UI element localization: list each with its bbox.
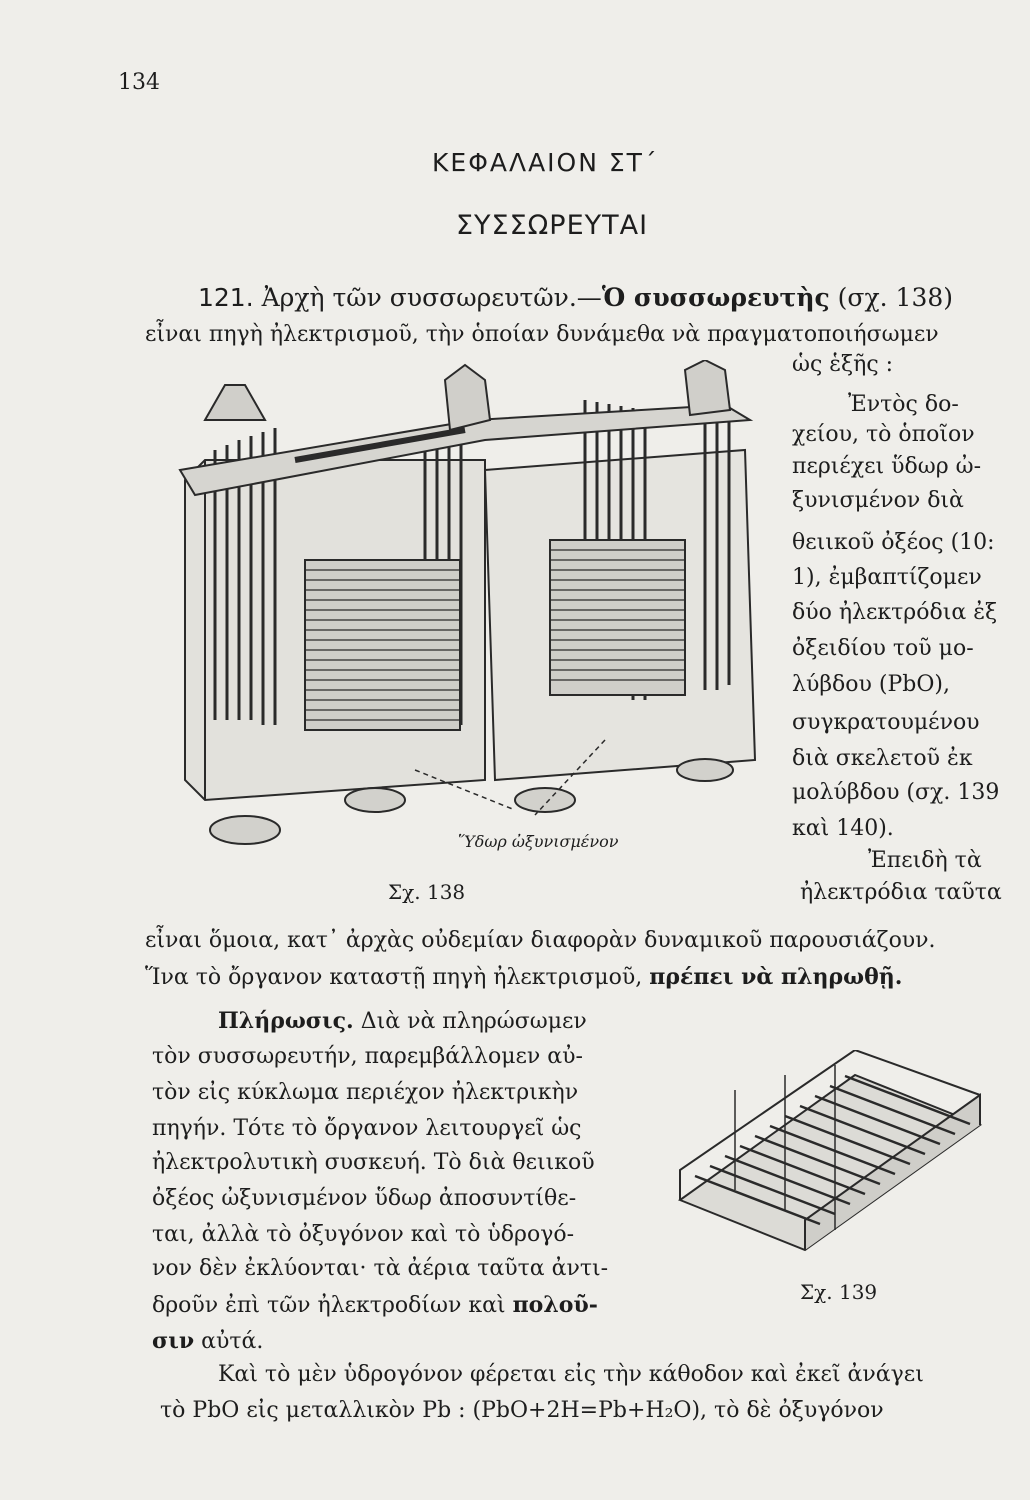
body-line (145, 964, 902, 990)
paragraph-line: ὀξέος ὠξυνισμένον ὕδωρ ἀποσυντίθε- (152, 1186, 577, 1211)
side-text-line: ξυνισμένον διὰ (792, 488, 964, 513)
body-line: εἶναι ὅμοια, κατ᾽ ἀρχὰς οὐδεμίαν διαφορὰν δυναμικοῦ παρουσιάζουν. (145, 928, 936, 953)
side-text-line: ὡς ἑξῆς : (792, 352, 894, 377)
section-title: Ἀρχὴ τῶν συσσωρευτῶν.— (261, 283, 602, 312)
side-text-line: περιέχει ὕδωρ ὠ- (792, 454, 982, 479)
body-line: Καὶ τὸ μὲν ὑδρογόνον φέρεται εἰς τὴν κάθοδον καὶ ἐκεῖ ἀνάγει (218, 1362, 924, 1387)
section-bold-lead: Ὁ συσσωρευτὴς (601, 283, 830, 312)
side-text-line: 1), ἐμβαπτίζομεν (792, 565, 982, 590)
figure-138-battery-illustration (165, 360, 770, 870)
figure-139-plate-illustration (675, 1050, 985, 1260)
side-text-line: Ἐπειδὴ τὰ (868, 848, 982, 873)
paragraph-last-line (152, 1328, 263, 1354)
paragraph-tail: αὐτά. (201, 1329, 264, 1354)
section-number: 121. (198, 283, 254, 312)
chapter-heading: ΚΕΦΑΛΑΙΟΝ ΣΤ΄ (432, 148, 659, 177)
paragraph-line: ται, ἀλλὰ τὸ ὀξυγόνον καὶ τὸ ὑδρογό- (152, 1222, 575, 1247)
paragraph-line: τὸν συσσωρευτήν, παρεμβάλλομεν αὐ- (152, 1044, 583, 1069)
body-line-plain: Ἵνα τὸ ὄργανον καταστῇ πηγὴ ἠλεκτρισμοῦ, (145, 965, 643, 990)
paragraph-heading: Πλήρωσις. (218, 1008, 354, 1034)
side-text-line: Ἐντὸς δο- (848, 392, 959, 417)
bold-word: σιν (152, 1328, 195, 1354)
paragraph-line-with-bold (152, 1292, 598, 1318)
figure-139-caption: Σχ. 139 (800, 1280, 878, 1304)
figure-138-label: Ὕδωρ ὠξυνισμένον (458, 832, 619, 851)
paragraph-line: δροῦν ἐπὶ τῶν ἠλεκτροδίων καὶ (152, 1293, 506, 1318)
chapter-title: ΣΥΣΣΩΡΕΥΤΑΙ (456, 210, 649, 241)
body-line-bold: πρέπει νὰ πληρωθῇ. (649, 964, 903, 990)
page-number: 134 (118, 70, 160, 95)
side-text-line: διὰ σκελετοῦ ἐκ (792, 746, 973, 771)
side-text-line: δύο ἠλεκτρόδια ἐξ (792, 600, 998, 625)
side-text-line: ὀξειδίου τοῦ μο- (792, 636, 974, 661)
side-text-line: χείου, τὸ ὁποῖον (792, 422, 975, 447)
side-text-line: συγκρατουμένου (792, 710, 980, 735)
intro-line: εἶναι πηγὴ ἠλεκτρισμοῦ, τὴν ὁποίαν δυνάμεθα νὰ πραγματοποιήσωμεν (145, 322, 939, 347)
paragraph-line: τὸν εἰς κύκλωμα περιέχον ἠλεκτρικὴν (152, 1080, 579, 1105)
paragraph-first-line (218, 1008, 587, 1034)
section-heading (198, 283, 953, 312)
figure-138-caption: Σχ. 138 (388, 880, 466, 904)
section-figure-ref: (σχ. 138) (837, 283, 954, 312)
side-text-line: καὶ 140). (792, 816, 894, 841)
paragraph-line: ἠλεκτρολυτικὴ συσκευή. Τὸ διὰ θειικοῦ (152, 1150, 595, 1175)
side-text-line: μολύβδου (σχ. 139 (792, 780, 1000, 805)
paragraph-line: νον δὲν ἐκλύονται· τὰ ἀέρια ταῦτα ἀντι- (152, 1256, 609, 1281)
body-line: τὸ PbO εἰς μεταλλικὸν Pb : (PbO+2H=Pb+H₂O), τὸ δὲ ὀξυγόνον (160, 1398, 884, 1423)
side-text-line: λύβδου (PbO), (792, 672, 950, 697)
paragraph-line: πηγήν. Τότε τὸ ὄργανον λειτουργεῖ ὡς (152, 1116, 582, 1141)
side-text-line: ἠλεκτρόδια ταῦτα (800, 880, 1002, 905)
paragraph-line: Διὰ νὰ πληρώσωμεν (360, 1009, 587, 1034)
bold-word: πολοῦ- (512, 1292, 598, 1318)
side-text-line: θειικοῦ ὀξέος (10: (792, 530, 995, 555)
